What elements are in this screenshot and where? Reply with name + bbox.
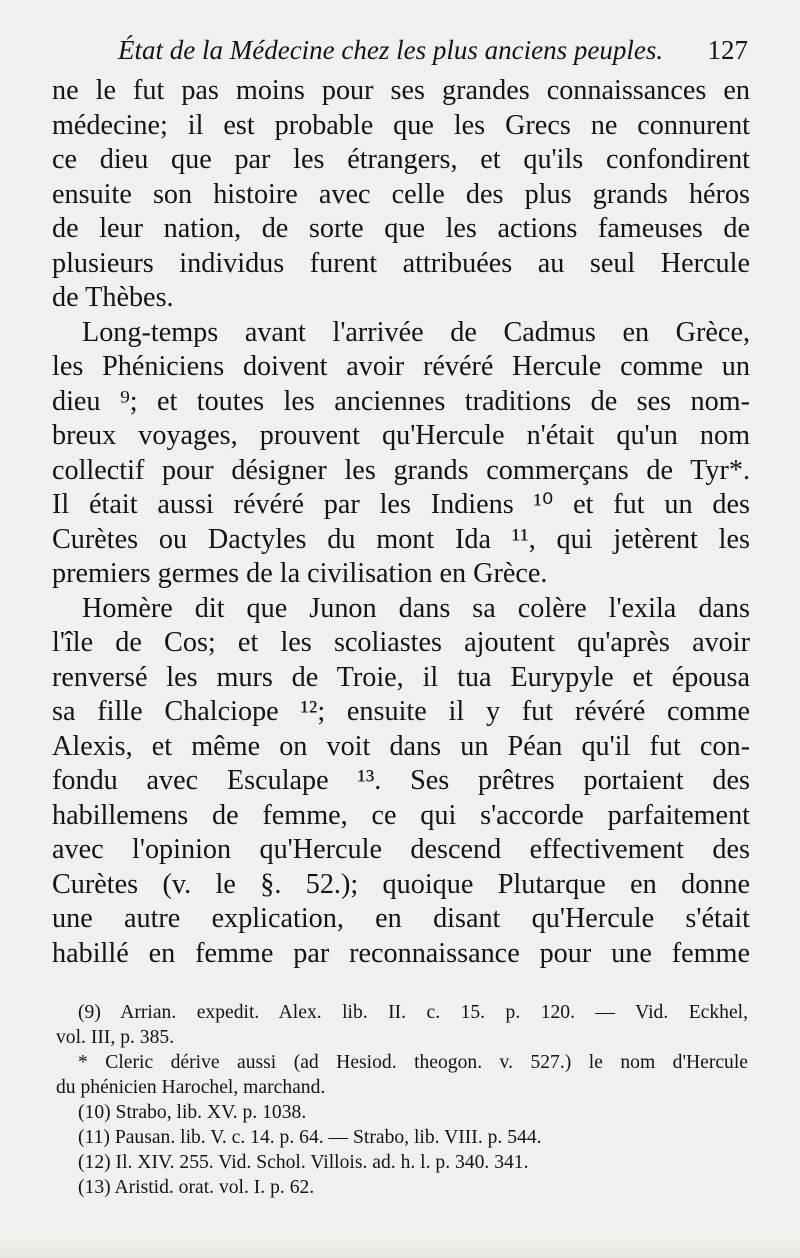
footnote: (10) Strabo, lib. XV. p. 1038. — [78, 1102, 307, 1123]
text-line: Curètes ou Dactyles du mont Ida ¹¹, qui jetèrent les — [52, 523, 750, 555]
text-line: dieu ⁹; et toutes les anciennes traditions de ses nom- — [52, 385, 750, 417]
text-line: plusieurs individus furent attribuées au seul Hercule — [52, 247, 750, 279]
text-line: ne le fut pas moins pour ses grandes connaissances en — [52, 75, 750, 106]
text-line: avec l'opinion qu'Hercule descend effectivement des — [52, 834, 750, 865]
page-bottom-shadow — [0, 1238, 800, 1258]
text-line: de leur nation, de sorte que les actions fameuses de — [52, 213, 750, 244]
text-line: médecine; il est probable que les Grecs ne connurent — [52, 109, 750, 141]
running-title: État de la Médecine chez les plus anciens peuples. — [118, 35, 664, 65]
text-line: Curètes (v. le §. 52.); quoique Plutarque en donne — [52, 868, 750, 900]
text-line: les Phéniciens doivent avoir révéré Hercule comme un — [52, 351, 750, 382]
body-text — [52, 74, 750, 971]
running-header — [118, 30, 748, 70]
text-line: ce dieu que par les étrangers, et qu'ils confondirent — [52, 144, 750, 175]
text-line: habillé en femme par reconnaissance pour une femme — [52, 937, 750, 969]
text-line: ensuite son histoire avec celle des plus grands héros — [52, 178, 750, 210]
footnote: * Cleric dérive aussi (ad Hesiod. theogon. v. 527.) le nom d'Hercule — [78, 1052, 748, 1073]
page-number: 127 — [707, 35, 748, 65]
text-line: Il était aussi révéré par les Indiens ¹⁰ et fut un des — [52, 489, 750, 520]
footnote-continuation: vol. III, p. 385. — [56, 1027, 175, 1048]
text-line: breux voyages, prouvent qu'Hercule n'était qu'un nom — [52, 420, 750, 451]
footnote: (12) Il. XIV. 255. Vid. Schol. Villois. ad. h. l. p. 340. 341. — [78, 1152, 529, 1173]
text-line: Alexis, et même on voit dans un Péan qu'il fut con- — [52, 730, 750, 762]
text-line: habillemens de femme, ce qui s'accorde parfaitement — [52, 799, 750, 831]
footnote-continuation: du phénicien Harochel, marchand. — [56, 1077, 326, 1098]
footnote: (13) Aristid. orat. vol. I. p. 62. — [78, 1177, 315, 1198]
text-line: sa fille Chalciope ¹²; ensuite il y fut révéré comme — [52, 696, 750, 727]
text-line: l'île de Cos; et les scoliastes ajoutent qu'après avoir — [52, 627, 750, 658]
footnotes — [56, 1000, 748, 1200]
text-line: premiers germes de la civilisation en Grèce. — [52, 558, 548, 589]
text-line: une autre explication, en disant qu'Hercule s'était — [52, 903, 750, 934]
text-line: Homère dit que Junon dans sa colère l'exila dans — [82, 592, 750, 624]
text-line: fondu avec Esculape ¹³. Ses prêtres portaient des — [52, 765, 750, 796]
footnote: (11) Pausan. lib. V. c. 14. p. 64. — Strabo, lib. VIII. p. 544. — [78, 1127, 542, 1148]
footnote: (9) Arrian. expedit. Alex. lib. II. c. 15. p. 120. — Vid. Eckhel, — [78, 1002, 748, 1023]
text-line: de Thèbes. — [52, 282, 174, 313]
text-line: renversé les murs de Troie, il tua Eurypyle et épousa — [52, 661, 750, 693]
text-line: Long-temps avant l'arrivée de Cadmus en Grèce, — [82, 316, 750, 348]
text-line: collectif pour désigner les grands commerçans de Tyr*. — [52, 454, 750, 486]
